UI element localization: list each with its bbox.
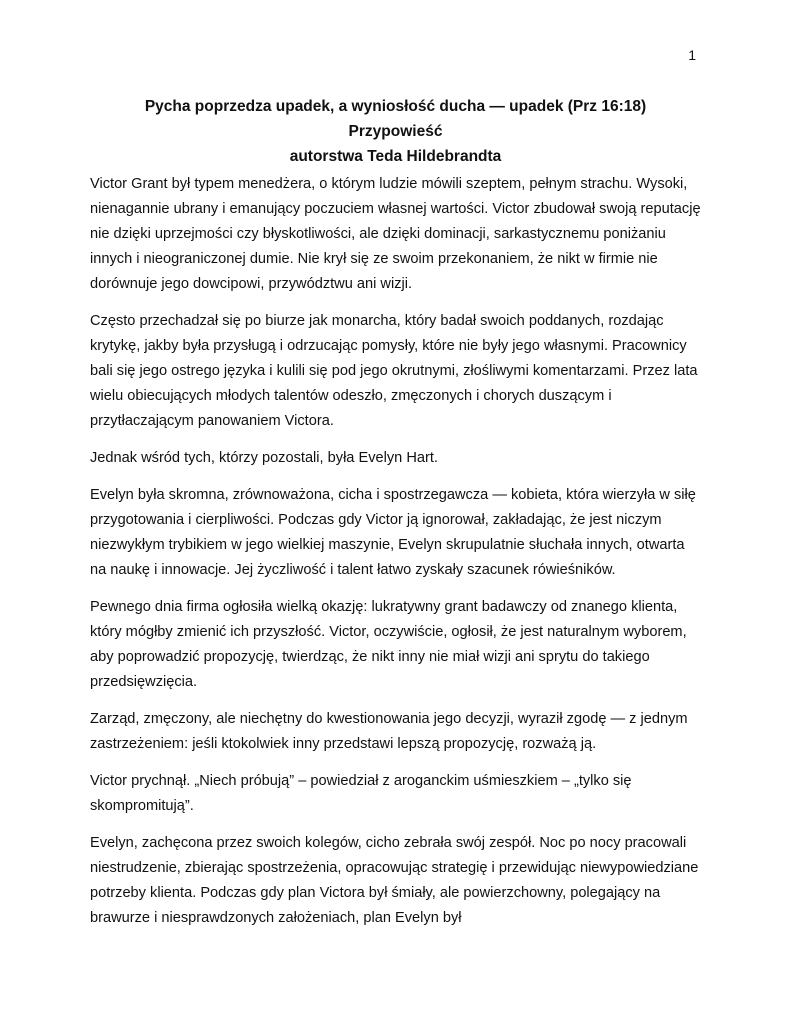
page-number: 1 (688, 47, 696, 63)
paragraph: Victor prychnął. „Niech próbują” – powiedział z aroganckim uśmieszkiem – „tylko się skompromitują”. (90, 773, 632, 814)
document-subtitle: Przypowieść (348, 123, 443, 140)
body-text (90, 172, 701, 943)
document-author: autorstwa Teda Hildebrandta (289, 148, 502, 165)
paragraph: Zarząd, zmęczony, ale niechętny do kwestionowania jego decyzji, wyraził zgodę — z jednym zastrzeżeniem: jeśli ktokolwiek inny przedstawi lepszą propozycję, rozważą ją. (90, 711, 688, 752)
paragraph: Evelyn, zachęcona przez swoich kolegów, cicho zebrała swój zespół. Noc po nocy pracowali niestrudzenie, zbierając spostrzeżenia, opracowując strategię i przewidując niewypowiedziane potrzeby klienta. Podczas gdy plan Victora był śmiały, ale powierzchowny, polegający na brawurze i niesprawdzonych założeniach, plan Evelyn był (90, 835, 699, 926)
paragraph: Często przechadzał się po biurze jak monarcha, który badał swoich poddanych, rozdając krytykę, jakby była przysługą i odrzucając pomysły, które nie były jego własnymi. Pracownicy bali się jego ostrego języka i kulili się pod jego okrutnymi, złośliwymi komentarzami. Przez lata wielu obiecujących młodych talentów odeszło, zmęczonych i chorych duszącym i przytłaczającym panowaniem Victora. (90, 313, 698, 429)
document-title: Pycha poprzedza upadek, a wyniosłość ducha — upadek (Prz 16:18) (144, 98, 647, 115)
title-block (90, 94, 701, 169)
paragraph: Victor Grant był typem menedżera, o którym ludzie mówili szeptem, pełnym strachu. Wysoki, nienagannie ubrany i emanujący poczuciem własnej wartości. Victor zbudował swoją reputację nie dzięki uprzejmości czy błyskotliwości, ale dzięki dominacji, sarkastycznemu poniżaniu innych i nieograniczonej dumie. Nie krył się ze swoim przekonaniem, że nikt w firmie nie dorównuje jego dowcipowi, przywództwu ani wizji. (90, 176, 701, 292)
paragraph: Pewnego dnia firma ogłosiła wielką okazję: lukratywny grant badawczy od znanego klienta, który mógłby zmienić ich przyszłość. Victor, oczywiście, ogłosił, że jest naturalnym wyborem, aby poprowadzić propozycję, twierdząc, że nikt inny nie miał wizji ani sprytu do takiego przedsięwzięcia. (90, 599, 687, 690)
paragraph: Evelyn była skromna, zrównoważona, cicha i spostrzegawcza — kobieta, która wierzyła w siłę przygotowania i cierpliwości. Podczas gdy Victor ją ignorował, zakładając, że jest niczym niezwykłym trybikiem w jego wielkiej maszynie, Evelyn skrupulatnie słuchała innych, otwarta na naukę i innowacje. Jej życzliwość i talent łatwo zyskały szacunek rówieśników. (90, 487, 696, 578)
paragraph: Jednak wśród tych, którzy pozostali, była Evelyn Hart. (90, 450, 438, 466)
